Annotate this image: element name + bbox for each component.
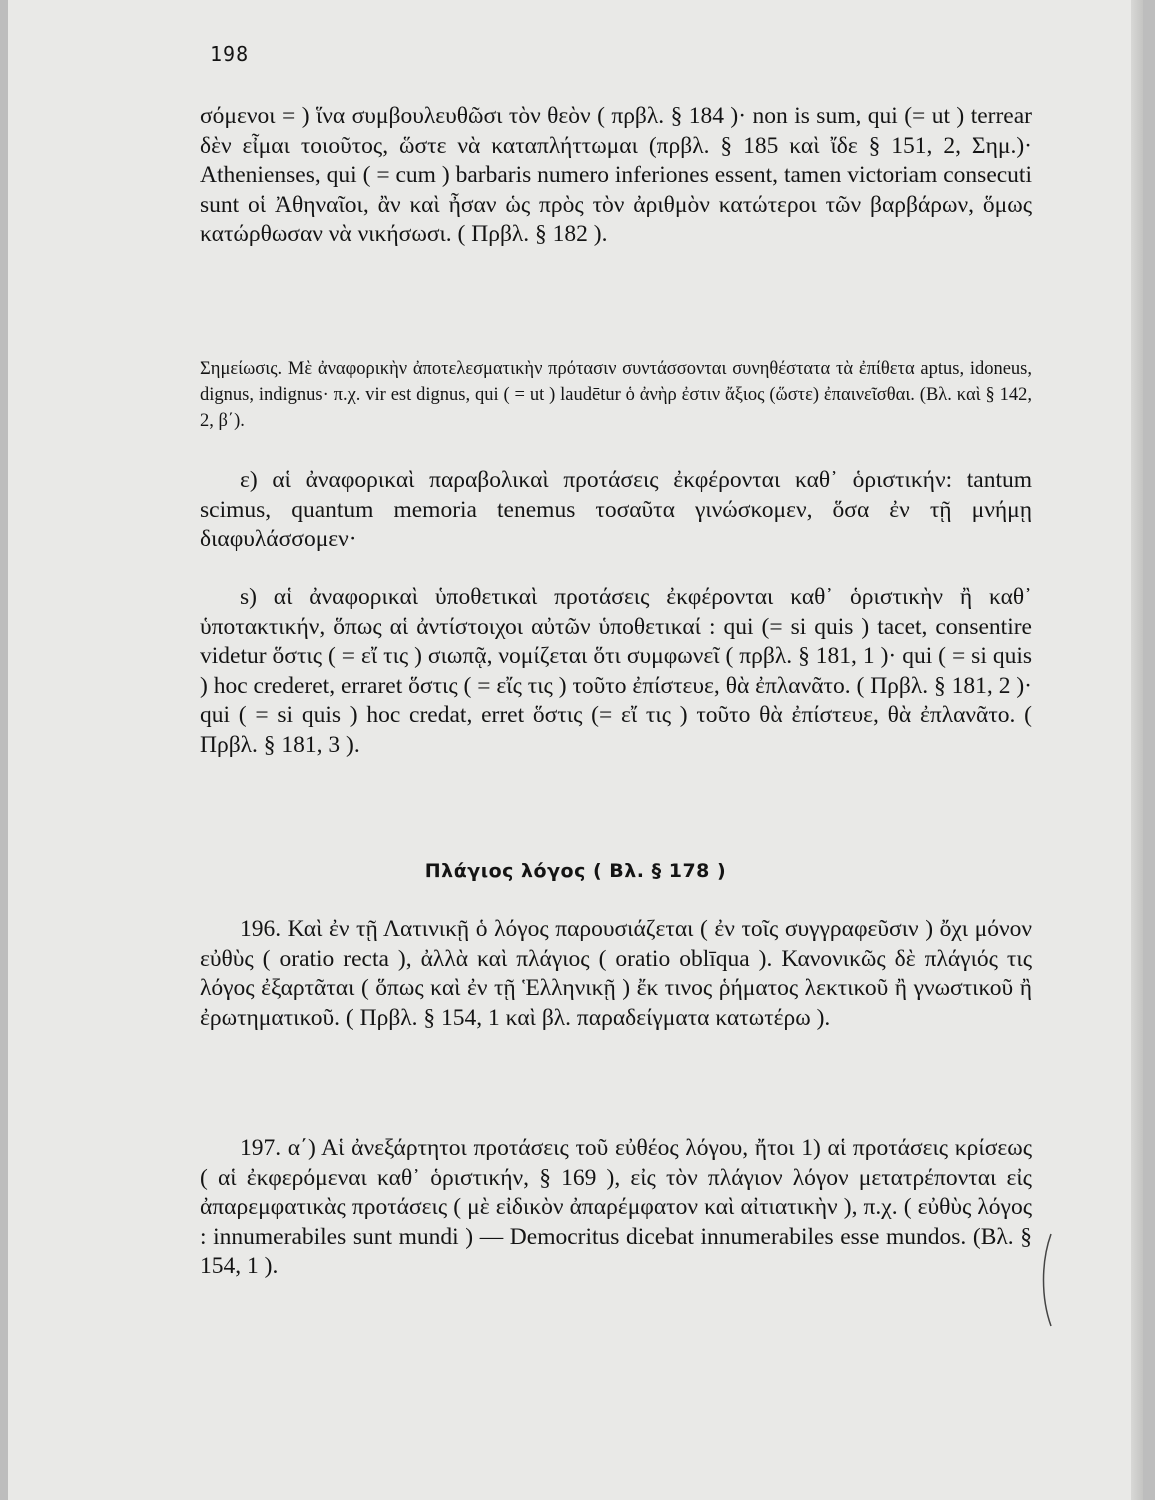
- book-page: [8, 0, 1143, 1500]
- margin-bracket-mark: [1037, 1232, 1055, 1328]
- paragraph-197: 197. α΄) Αἱ ἀνεξάρτητοι προτάσεις τοῦ εὐθέος λόγου, ἤτοι 1) αἱ προτάσεις κρίσεως ( αἱ ἐκφερόμεναι καθ᾽ ὁριστικήν, § 169 ), εἰς τὸν πλάγιον λόγον μετατρέπονται εἰς ἀπαρεμφατικὰς προτάσεις ( μὲ εἰδικὸν ἀπαρέμφατον καὶ αἰτιατικὴν ), π.χ. ( εὐθὺς λόγος : innumerabiles sunt mundi ) — Democritus dicebat innumerabiles esse mundos. (Βλ. § 154, 1 ).: [200, 1135, 1032, 1279]
- section-heading-indirect-speech: Πλάγιος λόγος ( Βλ. § 178 ): [424, 860, 727, 882]
- page-edge: [1131, 0, 1143, 1500]
- paragraph-conditional-clauses: s) αἱ ἀναφορικαὶ ὑποθετικαὶ προτάσεις ἐκφέρονται καθ᾽ ὁριστικὴν ἢ καθ᾽ ὑποτακτικήν, ὅπως αἱ ἀντίστοιχοι αὐτῶν ὑποθετικαί : qui (= si quis ) tacet, consentire videtur ὅστις ( = εἴ τις ) σιωπᾷ, νομίζεται ὅτι συμφωνεῖ ( πρβλ. § 181, 1 )· qui ( = si quis ) hoc crederet, erraret ὅστις ( = εἴς τις ) τοῦτο ἐπίστευε, θὰ ἐπλανᾶτο. ( Πρβλ. § 181, 2 )· qui ( = si quis ) hoc credat, erret ὅστις (= εἴ τις ) τοῦτο θὰ ἐπίστευε, θὰ ἐπλανᾶτο. ( Πρβλ. § 181, 3 ).: [200, 584, 1032, 758]
- page-number: 198: [210, 42, 250, 66]
- note-semeiosis: Σημείωσις. Μὲ ἀναφορικὴν ἀποτελεσματικὴν πρότασιν συντάσσονται συνηθέστατα τὰ ἐπίθετα aptus, idoneus, dignus, indignus· π.χ. vir est dignus, qui ( = ut ) laudētur ὁ ἀνὴρ ἐστιν ἄξιος (ὥστε) ἐπαινεῖσθαι. (Βλ. καὶ § 142, 2, β΄).: [200, 359, 1032, 431]
- paragraph-relative-clause-examples: σόμενοι = ) ἵνα συμβουλευθῶσι τὸν θεὸν ( πρβλ. § 184 )· non is sum, qui (= ut ) terrear δὲν εἶμαι τοιοῦτος, ὥστε νὰ καταπλήττωμαι (πρβλ. § 185 καὶ ἴδε § 151, 2, Σημ.)· Athenienses, qui ( = cum ) barbaris numero inferiones essent, tamen victoriam consecuti sunt οἱ Ἀθηναῖοι, ἂν καὶ ἦσαν ὡς πρὸς τὸν ἀριθμὸν κατώτεροι τῶν βαρβάρων, ὅμως κατώρθωσαν νὰ νικήσωσι. ( Πρβλ. § 182 ).: [200, 103, 1032, 247]
- paragraph-comparative-clauses: ε) αἱ ἀναφορικαὶ παραβολικαὶ προτάσεις ἐκφέρονται καθ᾽ ὁριστικήν: tantum scimus, quantum memoria tenemus τοσαῦτα γινώσκομεν, ὅσα ἐν τῇ μνήμῃ διαφυλάσσομεν·: [200, 467, 1032, 552]
- paragraph-196: 196. Καὶ ἐν τῇ Λατινικῇ ὁ λόγος παρουσιάζεται ( ἐν τοῖς συγγραφεῦσιν ) ὄχι μόνον εὐθὺς ( oratio recta ), ἀλλὰ καὶ πλάγιος ( oratio oblīqua ). Κανονικῶς δὲ πλάγιός τις λόγος ἐξαρτᾶται ( ὅπως καὶ ἐν τῇ Ἑλληνικῇ ) ἔκ τινος ῥήματος λεκτικοῦ ἢ γνωστικοῦ ἢ ἐρωτηματικοῦ. ( Πρβλ. § 154, 1 καὶ βλ. παραδείγματα κατωτέρω ).: [200, 916, 1032, 1031]
